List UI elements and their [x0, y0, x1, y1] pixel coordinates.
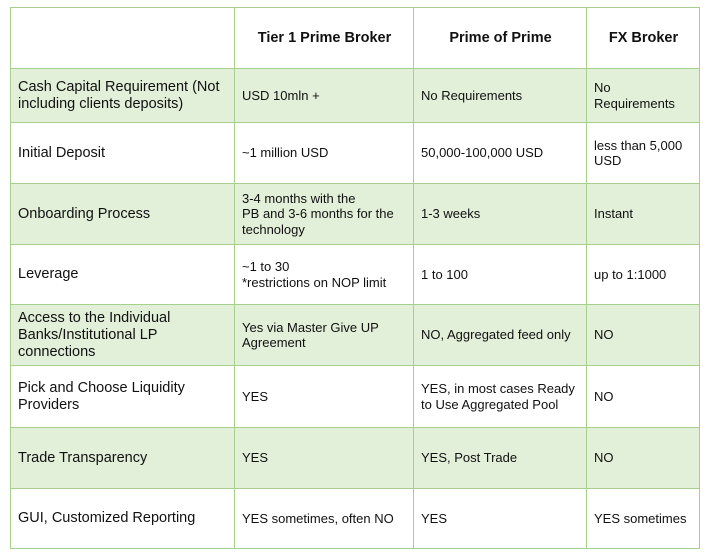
prime-of-prime-cell: 50,000-100,000 USD [414, 123, 587, 184]
prime-of-prime-cell: 1-3 weeks [414, 184, 587, 245]
tier1-cell: YES sometimes, often NO [235, 489, 414, 549]
table-row [11, 489, 700, 549]
prime-of-prime-cell: YES [414, 489, 587, 549]
tier1-cell: YES [235, 366, 414, 428]
fx-broker-cell: NO [587, 366, 700, 428]
comparison-table [10, 7, 700, 549]
row-label: GUI, Customized Reporting [11, 489, 235, 549]
fx-broker-cell: up to 1:1000 [587, 245, 700, 305]
tier1-cell: ~1 to 30 *restrictions on NOP limit [235, 245, 414, 305]
header-empty-cell [11, 8, 235, 69]
prime-of-prime-cell: 1 to 100 [414, 245, 587, 305]
table-row [11, 69, 700, 123]
prime-of-prime-cell: No Requirements [414, 69, 587, 123]
fx-broker-cell: less than 5,000 USD [587, 123, 700, 184]
table-row [11, 305, 700, 366]
tier1-cell: USD 10mln + [235, 69, 414, 123]
fx-broker-cell: NO [587, 305, 700, 366]
row-label: Cash Capital Requirement (Not including clients deposits) [11, 69, 235, 123]
fx-broker-cell: Instant [587, 184, 700, 245]
table-row [11, 123, 700, 184]
header-row [11, 8, 700, 69]
header-fx-broker: FX Broker [587, 8, 700, 69]
tier1-cell: Yes via Master Give UP Agreement [235, 305, 414, 366]
table-row [11, 184, 700, 245]
tier1-cell: 3-4 months with the PB and 3-6 months for the technology [235, 184, 414, 245]
row-label: Leverage [11, 245, 235, 305]
table-row [11, 428, 700, 489]
row-label: Pick and Choose Liquidity Providers [11, 366, 235, 428]
prime-of-prime-cell: NO, Aggregated feed only [414, 305, 587, 366]
row-label: Initial Deposit [11, 123, 235, 184]
row-label: Trade Transparency [11, 428, 235, 489]
fx-broker-cell: No Requirements [587, 69, 700, 123]
prime-of-prime-cell: YES, Post Trade [414, 428, 587, 489]
table-row [11, 366, 700, 428]
header-prime-of-prime: Prime of Prime [414, 8, 587, 69]
row-label: Access to the Individual Banks/Institutional LP connections [11, 305, 235, 366]
fx-broker-cell: YES sometimes [587, 489, 700, 549]
header-tier1: Tier 1 Prime Broker [235, 8, 414, 69]
fx-broker-cell: NO [587, 428, 700, 489]
prime-of-prime-cell: YES, in most cases Ready to Use Aggregated Pool [414, 366, 587, 428]
row-label: Onboarding Process [11, 184, 235, 245]
tier1-cell: ~1 million USD [235, 123, 414, 184]
table-row [11, 245, 700, 305]
tier1-cell: YES [235, 428, 414, 489]
